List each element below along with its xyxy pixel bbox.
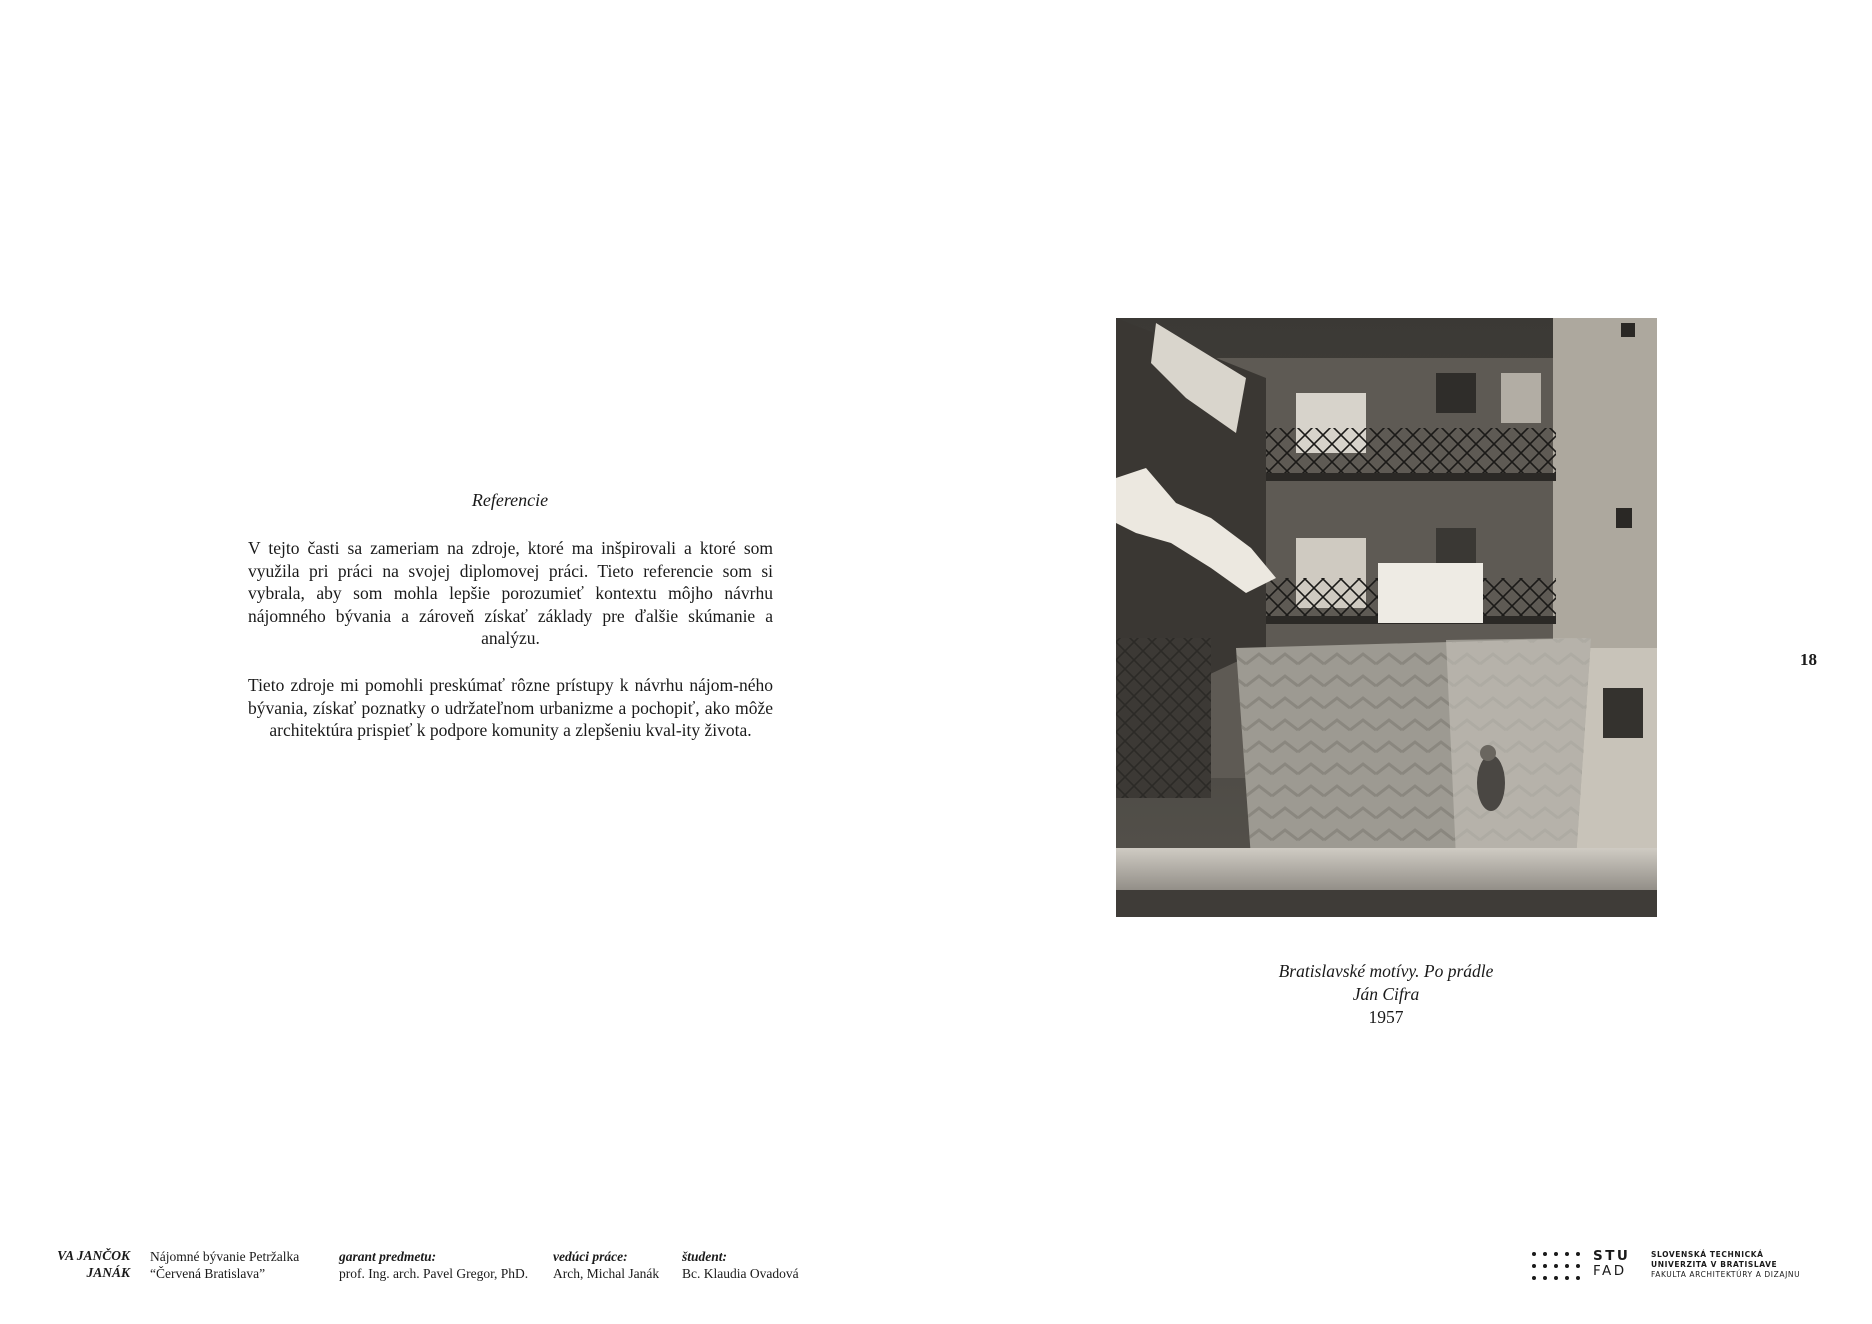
photo-caption [1186, 960, 1586, 1029]
section-title: Referencie [471, 490, 549, 510]
university-name [1651, 1250, 1800, 1280]
footer-veduci-label: vedúci práce: [553, 1249, 628, 1264]
footer-authors-line1: VA JANČOK [57, 1248, 130, 1263]
footer-veduci-value: Arch, Michal Janák [553, 1265, 660, 1281]
caption-author: Ján Cifra [1352, 984, 1420, 1004]
footer-authors-line2: JANÁK [86, 1264, 130, 1280]
university-line2: UNIVERZITA V BRATISLAVE [1651, 1260, 1778, 1269]
footer-student [682, 1249, 799, 1282]
footer-project-line1: Nájomné bývanie Petržalka [150, 1249, 300, 1264]
footer-veduci [553, 1249, 659, 1282]
caption-title: Bratislavské motívy. Po prádle [1278, 961, 1494, 981]
courtyard-photo-drawing [1116, 318, 1657, 917]
caption-year: 1957 [1368, 1007, 1404, 1027]
footer-student-value: Bc. Klaudia Ovadová [682, 1265, 799, 1281]
stu-dots-logo-icon [1531, 1251, 1589, 1281]
logo-fad-text: FAD [1593, 1263, 1627, 1279]
footer-garant [339, 1249, 528, 1282]
footer-project [150, 1249, 299, 1282]
footer-authors [40, 1248, 130, 1281]
page-number: 18 [1800, 650, 1817, 669]
intro-paragraph: V tejto časti sa zameriam na zdroje, ktoré ma inšpirovali a ktoré som využila pri práci na svojej diplomovej práci. Tieto referencie som si vybrala, aby som mohla lepšie porozumieť kontextu môjho návrhu nájomného bývania a zároveň získať základy pre ďalšie skúmanie a analýzu. [248, 538, 773, 648]
footer-garant-label: garant predmetu: [339, 1249, 437, 1264]
footer-garant-value: prof. Ing. arch. Pavel Gregor, PhD. [339, 1265, 529, 1281]
logo-stu-text: STU [1593, 1248, 1631, 1264]
stu-fad-logo [1593, 1249, 1630, 1279]
footer-project-line2: “Červená Bratislava” [150, 1265, 266, 1281]
university-line3: FAKULTA ARCHITEKTÚRY A DIZAJNU [1651, 1270, 1801, 1279]
courtyard-photo [1116, 318, 1657, 917]
second-paragraph: Tieto zdroje mi pomohli preskúmať rôzne prístupy k návrhu nájom-ného bývania, získať poznatky o udržateľnom urbanizme a pochopiť, ako môže architektúra prispieť k podpore komunity a zlepšeniu kval-ity života. [248, 675, 773, 740]
university-line1: SLOVENSKÁ TECHNICKÁ [1651, 1250, 1764, 1259]
footer-student-label: študent: [682, 1249, 728, 1264]
